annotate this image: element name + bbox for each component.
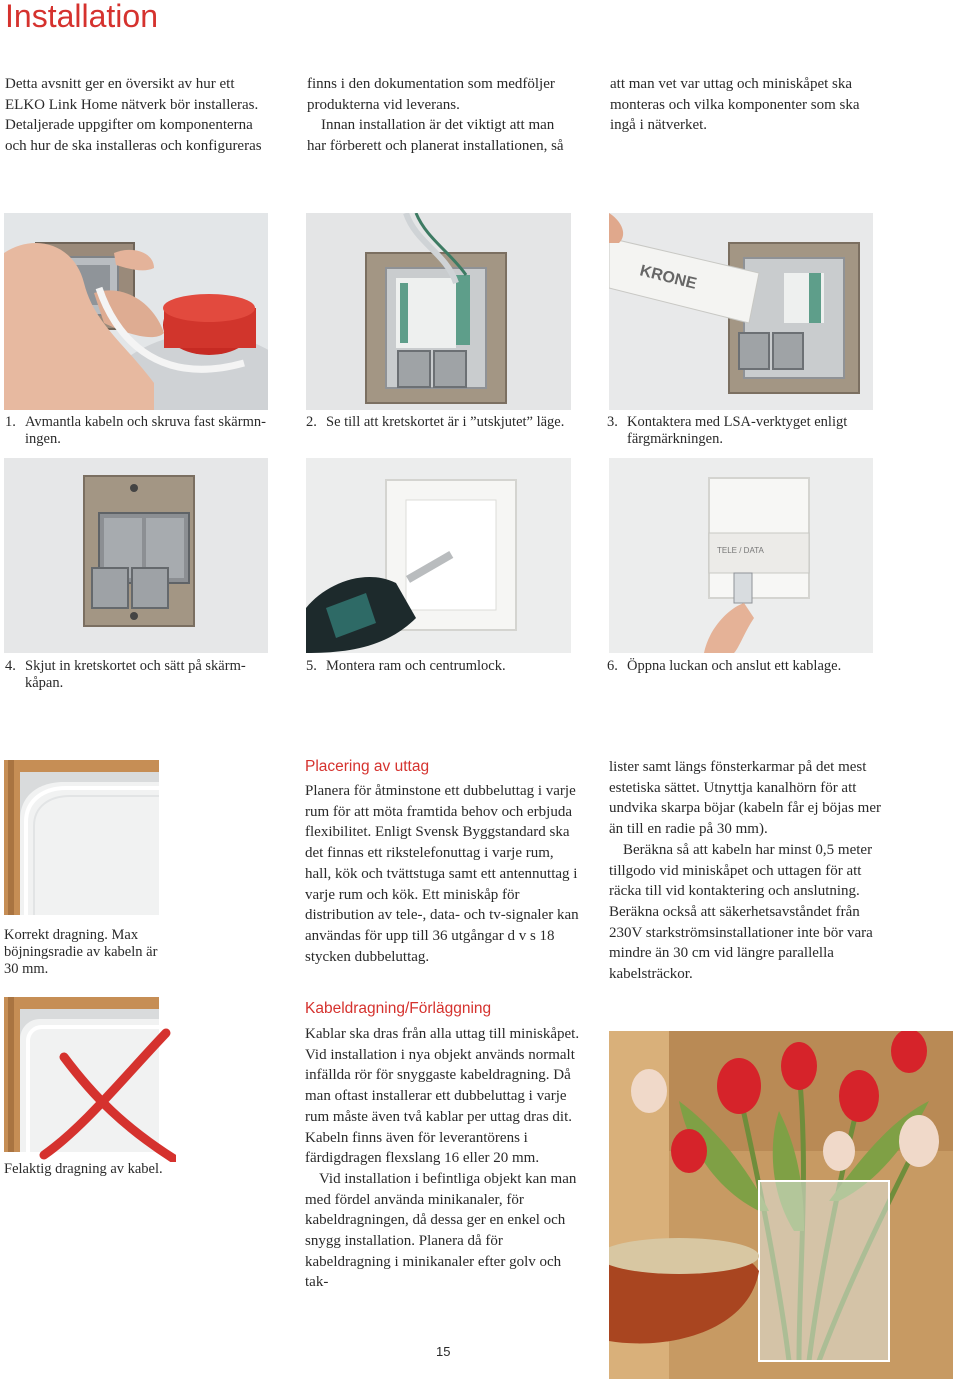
step2-photo — [306, 213, 571, 410]
step4-number: 4. — [5, 658, 16, 674]
step4-caption — [5, 658, 267, 692]
placering-heading: Placering av uttag — [305, 758, 430, 775]
page-title: Installation — [5, 0, 158, 34]
step5-number: 5. — [306, 658, 317, 674]
step4-text-line2: kåpan. — [25, 675, 64, 691]
step6-text-line1: Öppna luckan och anslut ett kablage. — [627, 658, 842, 674]
step2-number: 2. — [306, 414, 317, 430]
step1-caption — [5, 414, 267, 448]
col3-para3: Beräkna också att säkerhetsavståndet från 230V starkströmsinstallationer inte bör vara mindre än 30 cm vid längre parallella kabelsträckor. — [609, 903, 873, 983]
step2-caption — [306, 414, 571, 431]
kabeldragning-heading: Kabeldragning/Förläggning — [305, 1000, 492, 1017]
step1-text-line1: Avmantla kabeln och skruva fast skärmn- — [25, 414, 266, 430]
kabeldragning-para2: Vid installation i befintliga objekt kan man med fördel använda minikanaler, för kabeldragningen, då dessa ger en enkel och snygg installation. Planera då för kabeldragning i minikanaler efter golv och tak- — [305, 1170, 577, 1291]
tool-brand-label: KRONE — [638, 262, 699, 293]
step3-text-line2: färgmärkningen. — [627, 431, 723, 447]
kabeldragning-text — [305, 1024, 582, 1293]
step6-number: 6. — [607, 658, 618, 674]
step3-text-line1: Kontaktera med LSA-verktyget enligt — [627, 414, 848, 430]
step3-photo — [609, 213, 873, 410]
step4-text-line1: Skjut in kretskortet och sätt på skärm- — [25, 658, 246, 674]
col3-para2: Beräkna så att kabeln har minst 0,5 meter tillgodo vid miniskåpet och uttagen för att räcka till vid kontaktering och anslutning. — [609, 841, 873, 900]
step2-text-line1: Se till att kretskortet är i ”utskjutet” läge. — [326, 414, 565, 430]
step5-photo — [306, 458, 571, 653]
step4-photo — [4, 458, 268, 653]
placering-text: Planera för åtminstone ett dubbeluttag i varje rum för att möta framtida behov och erbjuda flexibilitet. Enligt Svensk Byggstandard ska det finnas ett rikstelefonuttag i varje rum, hall, kök och tvättstuga samt ett antennuttag i varje rum och kök. Ett miniskåp för distribution av tele-, data- och tv-signaler kan användas för upp till 36 utgångar d v s 18 stycken dubbeluttag. — [305, 783, 579, 965]
step3-number: 3. — [607, 414, 618, 430]
step1-photo — [4, 213, 268, 410]
socket-label: TELE / DATA — [717, 546, 764, 555]
wrong-bend-photo — [4, 997, 176, 1162]
step1-number: 1. — [5, 414, 16, 430]
step6-caption — [607, 658, 873, 675]
correct-bend-photo — [4, 760, 159, 915]
step5-caption — [306, 658, 571, 675]
step1-text-line2: ingen. — [25, 431, 61, 447]
step5-text-line1: Montera ram och centrumlock. — [326, 658, 506, 674]
intro-col2 — [307, 74, 571, 156]
intro-col2-para1: finns i den dokumentation som medföljer produkterna vid leverans. — [307, 76, 555, 113]
intro-col2-para2: Innan installation är det viktigt att man har förberett och planerat installationen, så — [307, 117, 564, 154]
step6-photo — [609, 458, 873, 653]
col3-text — [609, 757, 884, 985]
step3-caption — [607, 414, 873, 448]
intro-col3: att man vet var uttag och miniskåpet ska monteras och vilka komponenter som ska ingå i nätverket. — [610, 76, 860, 134]
col3-para1: lister samt längs fönsterkarmar på det mest estetiska sättet. Utnyttja kanalhörn för att undvika skarpa böjar (kabeln får ej böjas mer än till en radie på 30 mm). — [609, 759, 881, 838]
intro-col1: Detta avsnitt ger en översikt av hur ett ELKO Link Home nätverk bör installeras. Detaljerade uppgifter om komponenterna och hur de ska installeras och konfigureras — [5, 76, 262, 154]
tulips-photo — [609, 1031, 953, 1379]
wrong-bend-caption: Felaktig dragning av kabel. — [4, 1161, 163, 1177]
page-number: 15 — [436, 1344, 451, 1359]
kabeldragning-para1: Kablar ska dras från alla uttag till miniskåpet. Vid installation i nya objekt används normalt infällda rör för snyggaste kabeldragning. Då man oftast installerar ett dubbeluttag i varje rum måste även två kablar per uttag dras dit. Kabeln finns även för leverantörens i färdigdragen flexslang 16 eller 20 mm. — [305, 1026, 580, 1167]
correct-bend-caption: Korrekt dragning. Max böjningsradie av kabeln är 30 mm. — [4, 927, 158, 977]
